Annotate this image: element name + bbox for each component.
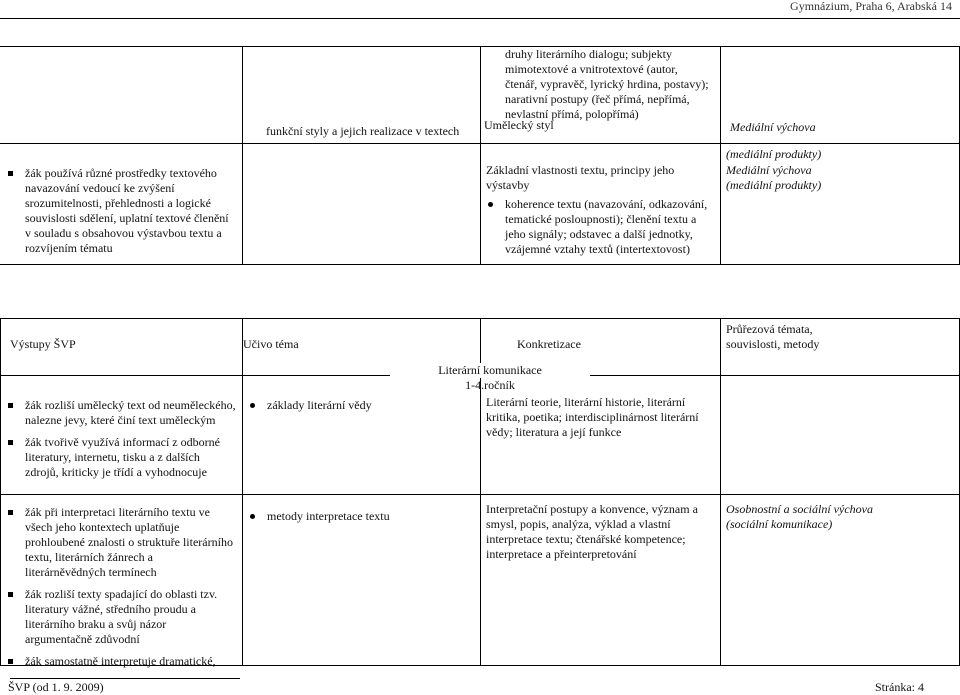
list-item-text: žák samostatně interpretuje dramatické, — [25, 654, 216, 668]
list-item — [6, 505, 236, 580]
crosscut-title: Osobnostní a sociální výchova — [726, 502, 873, 516]
bullet-icon — [8, 592, 13, 597]
bullet-icon — [250, 514, 255, 519]
bullet-icon — [8, 171, 13, 176]
table-col2 — [242, 318, 243, 665]
crosscut-media-education-2 — [726, 163, 946, 193]
header-rule — [0, 18, 960, 19]
footer-rule — [10, 678, 240, 679]
crosscut-title: Mediální výchova — [726, 163, 812, 177]
crosscut-subtitle: (sociální komunikace) — [726, 517, 833, 531]
column-header-crosscut: Průřezová témata, souvislosti, metody — [726, 322, 820, 351]
row1-topic — [248, 398, 476, 420]
page-header: Gymnázium, Praha 6, Arabská 14 — [790, 0, 952, 13]
list-item — [6, 398, 236, 428]
column-header-topic: Učivo téma — [243, 337, 299, 351]
list-item — [6, 435, 236, 480]
list-item — [6, 654, 236, 669]
crosscut-media-education: Mediální výchova — [730, 120, 816, 134]
footer-page-number: Stránka: 4 — [875, 680, 924, 694]
top-table-col2 — [480, 46, 481, 264]
bullet-icon — [8, 659, 13, 664]
bullet-icon — [488, 202, 493, 207]
list-item-text: žák tvořivě využívá informací z odborné literatury, internetu, tisku a z dalších zdrojů, kriticky je třídí a vyhodnocuje — [25, 435, 220, 479]
top-table-col1 — [242, 46, 243, 264]
content-artistic-style: Umělecký styl — [484, 118, 554, 132]
section-year: 1-4.ročník — [465, 378, 515, 392]
row1-concretization: Literární teorie, literární historie, literární kritika, poetika; interdisciplinárnost literární vědy; literatura a její funkce — [486, 395, 699, 439]
bullet-icon — [8, 403, 13, 408]
bullet-icon — [250, 403, 255, 408]
list-item — [248, 509, 476, 524]
list-item — [248, 398, 476, 413]
list-item-text: žák používá různé prostředky textového navazování vedoucí ke zvýšení srozumitelnosti, přehlednosti a logické souvislosti sdělení, uplatní textové členění v souladu s obsahovou výstavbou textu a rozvíjením tématu — [25, 166, 229, 255]
table-col4 — [720, 318, 721, 665]
table-col1 — [0, 318, 1, 665]
row2-crosscut — [726, 502, 954, 532]
crosscut-media-products: (mediální produkty) — [726, 147, 822, 161]
list-item — [486, 197, 714, 257]
top-table-col3 — [720, 46, 721, 264]
column-header-concretization: Konkretizace — [517, 337, 581, 351]
bullet-icon — [8, 440, 13, 445]
list-item-text: žák rozliší texty spadající do oblasti tzv. literatury vážné, středního proudu a literárního braku a svůj názor argumentačně zdůvodní — [25, 587, 218, 646]
list-item — [6, 166, 236, 256]
output-text-cohesion — [6, 166, 236, 263]
row1-outputs — [6, 398, 236, 487]
list-item-text: žák rozliší umělecký text od neuměleckého, nalezne jevy, které činí text uměleckým — [25, 398, 236, 427]
dialog-types-text: druhy literárního dialogu; subjekty mimotextové a vnitrotextové (autor, čtenář, vypravěč, lyrický hrdina, postavy); narativní postupy (řeč přímá, nepřímá, nevlastní přímá, polopřímá) — [505, 47, 709, 121]
content-text-properties — [486, 163, 714, 264]
bullet-icon — [8, 510, 13, 515]
content-title: Základní vlastnosti textu, principy jeho výstavby — [486, 163, 675, 192]
section-title: Literární komunikace — [390, 363, 590, 378]
list-item-text: metody interpretace textu — [267, 509, 390, 523]
list-item — [6, 587, 236, 647]
row2-topic — [248, 509, 476, 531]
top-table-bottom-rule — [0, 264, 960, 265]
list-item-text: žák při interpretaci literárního textu ve všech jeho kontextech uplatňuje prohloubené znalosti o struktuře literárního textu, literárních žánrech a literárněvědných termínech — [25, 505, 233, 579]
row2-outputs — [6, 505, 236, 676]
column-header-outputs: Výstupy ŠVP — [10, 337, 76, 351]
list-item-text: základy literární vědy — [267, 398, 372, 412]
list-item-text: koherence textu (navazování, odkazování, tematické posloupnosti); členění textu a jeho signály; odstavec a další jednotky, vzájemné vztahy textů (intertextovost) — [505, 197, 708, 256]
crosscut-subtitle: (mediální produkty) — [726, 178, 822, 192]
footer-left: ŠVP (od 1. 9. 2009) — [8, 680, 104, 694]
row2-concretization: Interpretační postupy a konvence, význam a smysl, popis, analýza, výklad a vlastní interpretace textu; čtenářské kompetence; interpretace a přeinterpretování — [486, 502, 698, 561]
topic-functional-styles: funkční styly a jejich realizace v textech — [266, 124, 460, 138]
